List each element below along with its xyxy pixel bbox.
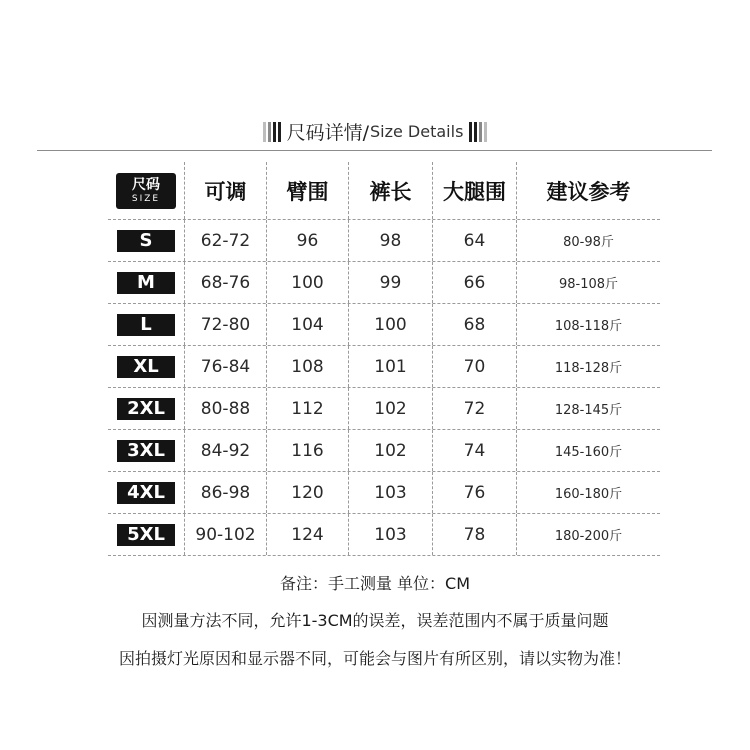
arm-cell: 120 xyxy=(266,472,348,513)
size-badge xyxy=(116,173,176,209)
thigh-cell: 78 xyxy=(432,514,516,555)
size-label: 5XL xyxy=(117,524,175,546)
weight-cell: 145-160斤 xyxy=(516,430,660,471)
length-cell: 102 xyxy=(348,388,432,429)
weight-cell: 128-145斤 xyxy=(516,388,660,429)
size-cell xyxy=(108,262,184,303)
size-cell xyxy=(108,514,184,555)
table-row xyxy=(108,514,660,556)
note-tolerance: 因测量方法不同，允许1-3CM的误差，误差范围内不属于质量问题 xyxy=(141,611,609,630)
arm-cell: 108 xyxy=(266,346,348,387)
arm-cell: 96 xyxy=(266,220,348,261)
arm-cell: 100 xyxy=(266,262,348,303)
size-label: S xyxy=(117,230,175,252)
weight-cell: 80-98斤 xyxy=(516,220,660,261)
header-thigh: 大腿围 xyxy=(432,162,516,219)
size-label: 3XL xyxy=(117,440,175,462)
table-row xyxy=(108,346,660,388)
size-cell xyxy=(108,388,184,429)
header-weight: 建议参考 xyxy=(516,162,660,219)
length-cell: 99 xyxy=(348,262,432,303)
adjustable-cell: 90-102 xyxy=(184,514,266,555)
title-en: Size Details xyxy=(370,122,464,141)
size-cell xyxy=(108,346,184,387)
section-title xyxy=(0,118,750,148)
note-measurement: 备注：手工测量 单位：CM xyxy=(279,574,471,593)
size-label: L xyxy=(117,314,175,336)
length-cell: 101 xyxy=(348,346,432,387)
size-cell xyxy=(108,472,184,513)
weight-cell: 98-108斤 xyxy=(516,262,660,303)
adjustable-cell: 68-76 xyxy=(184,262,266,303)
table-row xyxy=(108,220,660,262)
length-cell: 103 xyxy=(348,472,432,513)
weight-cell: 118-128斤 xyxy=(516,346,660,387)
header-size-cell xyxy=(108,162,184,219)
weight-cell: 180-200斤 xyxy=(516,514,660,555)
table-header-row xyxy=(108,162,660,220)
length-cell: 100 xyxy=(348,304,432,345)
size-label: 4XL xyxy=(117,482,175,504)
thigh-cell: 64 xyxy=(432,220,516,261)
length-cell: 98 xyxy=(348,220,432,261)
adjustable-cell: 84-92 xyxy=(184,430,266,471)
table-row xyxy=(108,304,660,346)
arm-cell: 124 xyxy=(266,514,348,555)
size-cell xyxy=(108,220,184,261)
header-adjustable: 可调 xyxy=(184,162,266,219)
thigh-cell: 68 xyxy=(432,304,516,345)
adjustable-cell: 72-80 xyxy=(184,304,266,345)
note-color-disclaimer: 因拍摄灯光原因和显示器不同，可能会与图片有所区别，请以实物为准！ xyxy=(118,649,631,668)
arm-cell: 116 xyxy=(266,430,348,471)
size-label: M xyxy=(117,272,175,294)
weight-cell: 160-180斤 xyxy=(516,472,660,513)
size-cell xyxy=(108,304,184,345)
arm-cell: 112 xyxy=(266,388,348,429)
length-cell: 103 xyxy=(348,514,432,555)
length-cell: 102 xyxy=(348,430,432,471)
header-length: 裤长 xyxy=(348,162,432,219)
size-table xyxy=(108,162,660,556)
title-bars-left-icon xyxy=(263,122,281,142)
title-divider xyxy=(37,150,712,151)
arm-cell: 104 xyxy=(266,304,348,345)
table-row xyxy=(108,472,660,514)
size-cell xyxy=(108,430,184,471)
table-row xyxy=(108,262,660,304)
size-badge-cn: 尺码 xyxy=(132,176,160,193)
adjustable-cell: 76-84 xyxy=(184,346,266,387)
weight-cell: 108-118斤 xyxy=(516,304,660,345)
thigh-cell: 76 xyxy=(432,472,516,513)
table-row xyxy=(108,388,660,430)
title-bars-right-icon xyxy=(469,122,487,142)
thigh-cell: 74 xyxy=(432,430,516,471)
size-badge-en: SIZE xyxy=(131,193,161,204)
thigh-cell: 72 xyxy=(432,388,516,429)
size-label: 2XL xyxy=(117,398,175,420)
table-row xyxy=(108,430,660,472)
header-arm: 臂围 xyxy=(266,162,348,219)
adjustable-cell: 86-98 xyxy=(184,472,266,513)
adjustable-cell: 80-88 xyxy=(184,388,266,429)
thigh-cell: 66 xyxy=(432,262,516,303)
thigh-cell: 70 xyxy=(432,346,516,387)
size-label: XL xyxy=(117,356,175,378)
adjustable-cell: 62-72 xyxy=(184,220,266,261)
title-cn: 尺码详情/ xyxy=(286,122,369,144)
